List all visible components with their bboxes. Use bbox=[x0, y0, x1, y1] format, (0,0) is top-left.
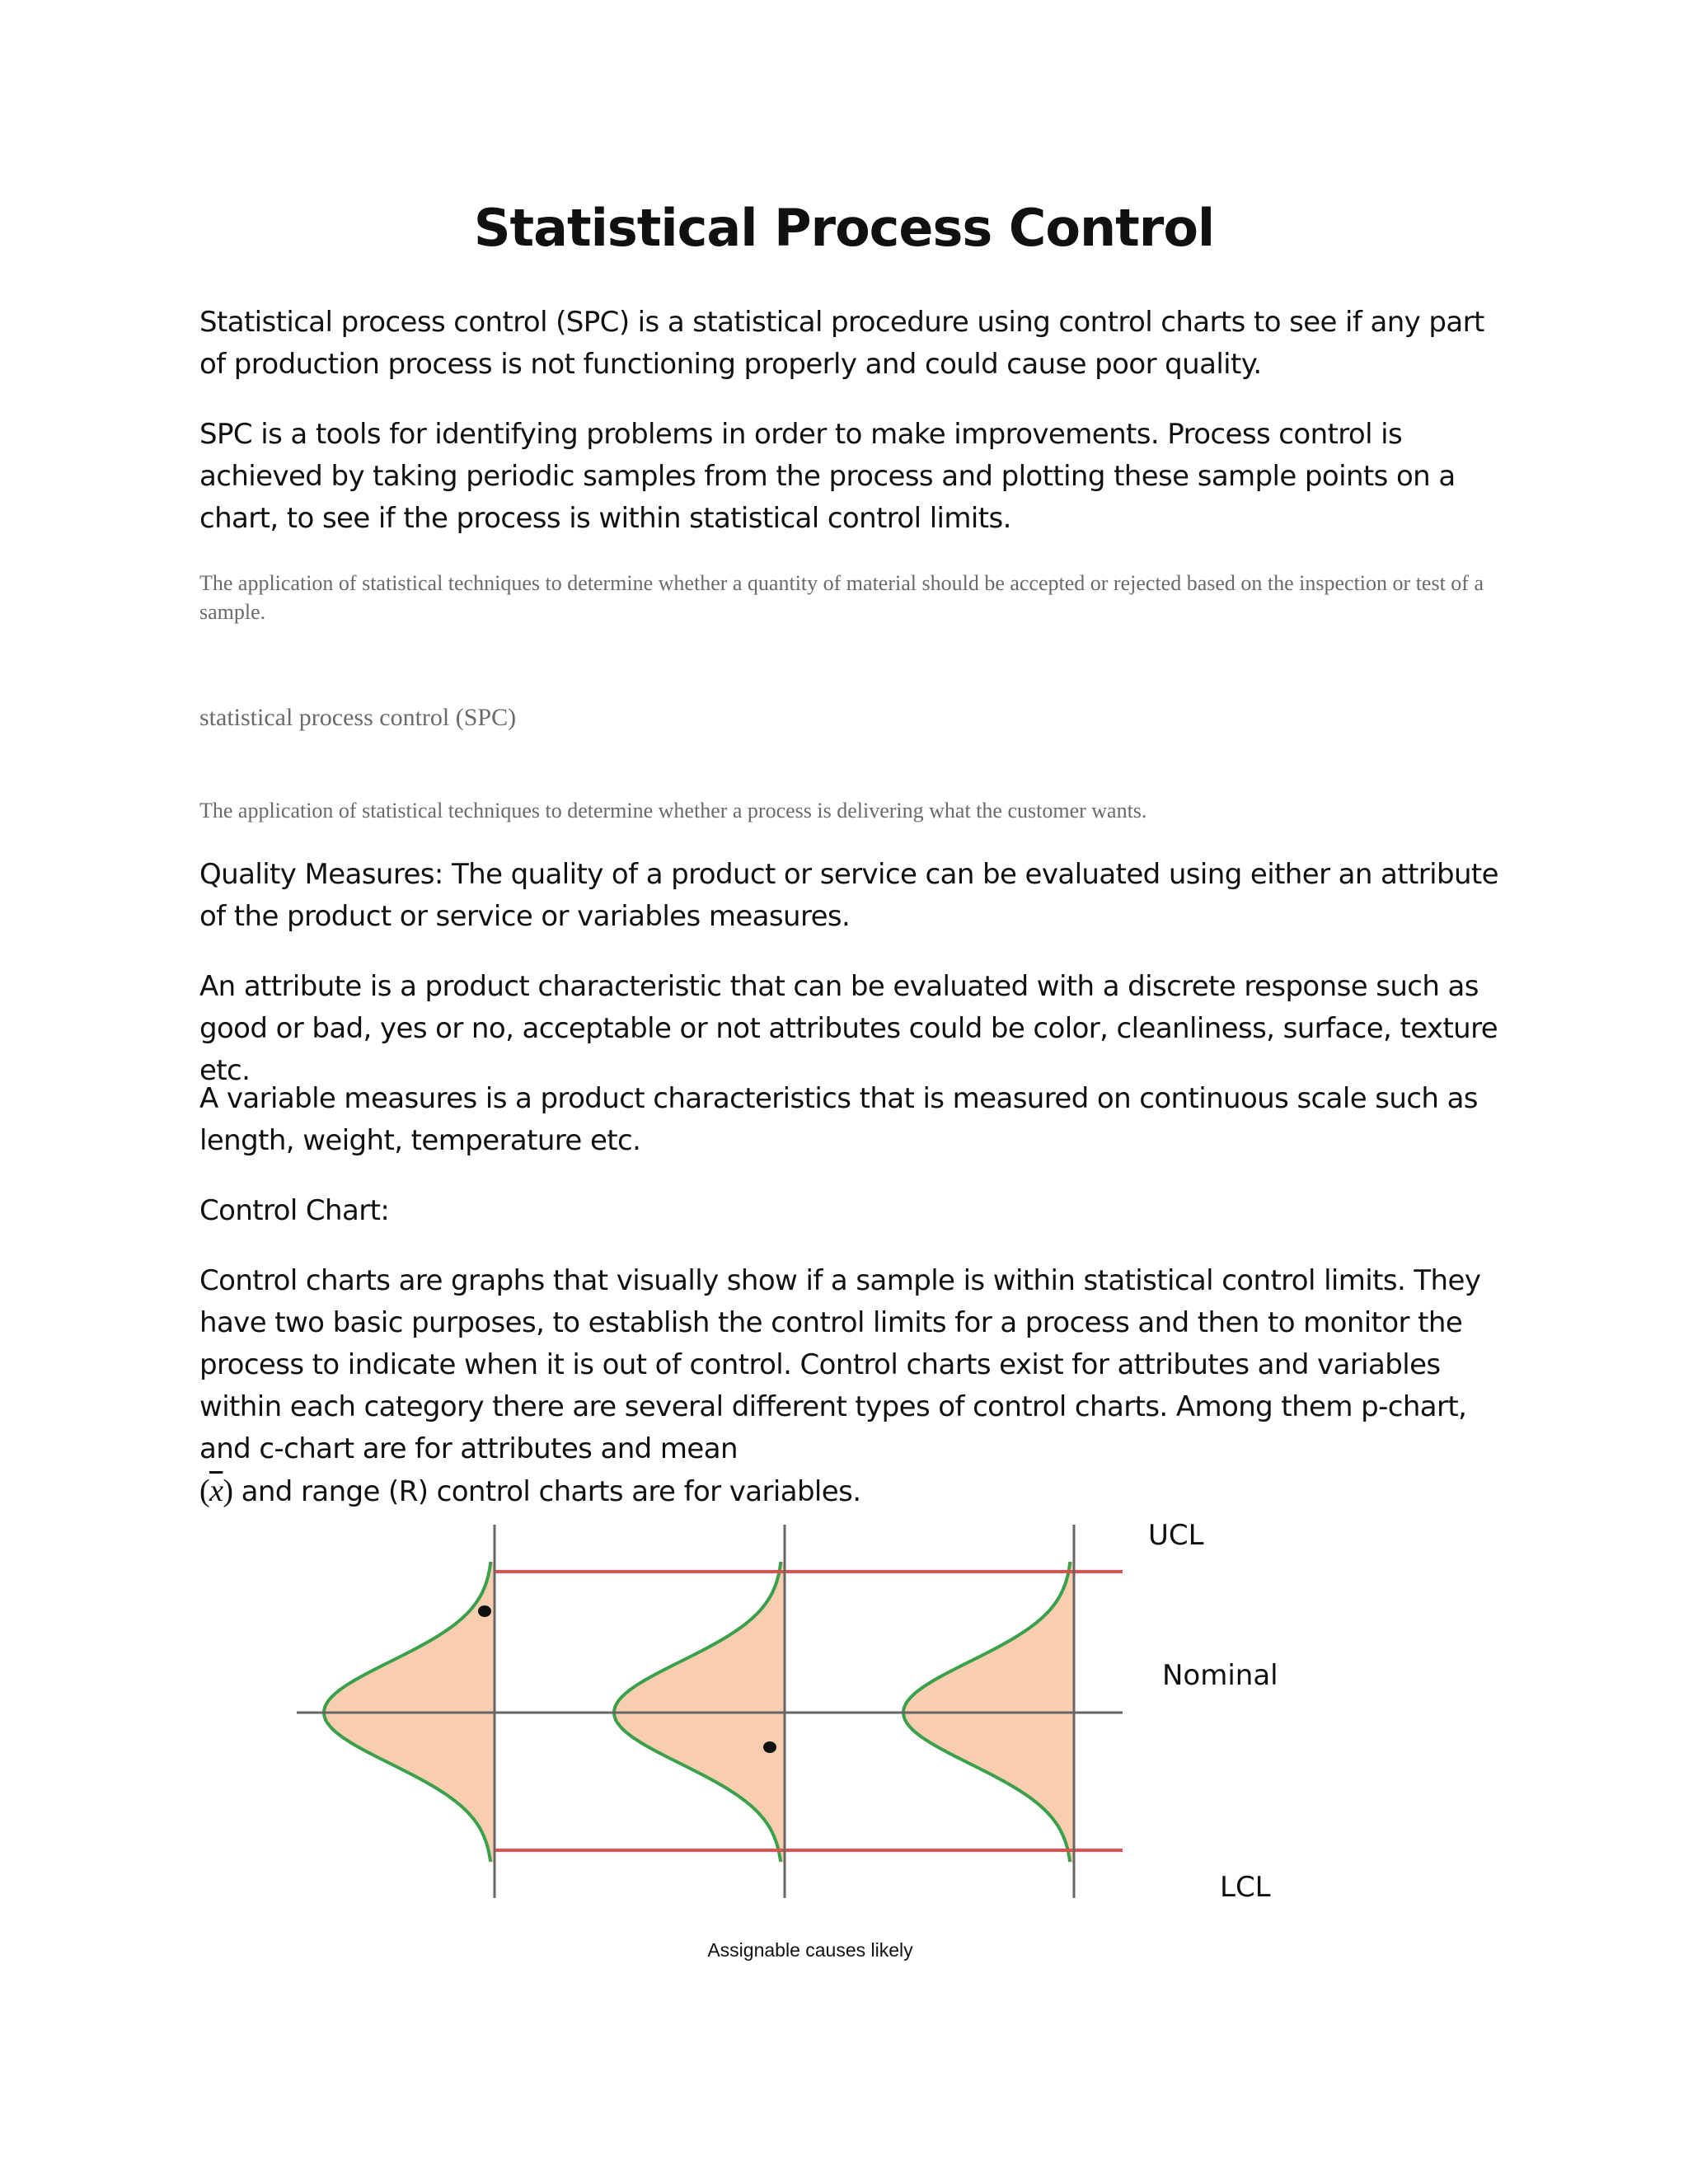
control-charts-text: Control charts are graphs that visually show if a sample is within statistical control limits. They have two basic purposes, to establish the control limits for a process and then to monitor the process to indicate when it is out of control. Control charts exist for attributes and variables within each category there are several different types of control charts. Among them p-chart, and c-chart are for attributes and mean bbox=[199, 1264, 1481, 1465]
attribute-paragraph: An attribute is a product characteristic that can be evaluated with a discrete response such as good or bad, yes or no, acceptable or not attributes could be color, cleanliness, surface, texture etc. bbox=[199, 970, 1498, 1087]
nominal-label: Nominal bbox=[1162, 1659, 1278, 1692]
spc-term: statistical process control (SPC) bbox=[199, 704, 517, 731]
spc-term-definition: The application of statistical techniques to determine whether a process is delivering what the customer wants. bbox=[199, 799, 1147, 823]
control-chart-heading: Control Chart: bbox=[199, 1194, 390, 1227]
page-title: Statistical Process Control bbox=[473, 198, 1215, 258]
figure-caption: Assignable causes likely bbox=[707, 1939, 913, 1961]
control-charts-paragraph: Control charts are graphs that visually show if a sample is within statistical control limits. They have two basic purposes, to establish the control limits for a process and then to monitor the process to indicate when it is out of control. Control charts exist for attributes and variables within each category there are several different types of control charts. Among them p-chart, and c-chart are for attributes and mean $(\overline{x})$ and range (R) control charts are for variables. bbox=[199, 1264, 1481, 1508]
sample-point-1 bbox=[478, 1605, 491, 1617]
quality-measures-paragraph: Quality Measures: The quality of a product or service can be evaluated using either an attribute of the product or service or variables measures. bbox=[199, 858, 1498, 933]
x-bar-symbol: $\overline{x}$ bbox=[209, 1474, 223, 1508]
sample-point-2 bbox=[763, 1741, 776, 1753]
control-charts-text-end: and range (R) control charts are for variables. bbox=[232, 1475, 861, 1508]
spc-definition-paragraph: Statistical process control (SPC) is a statistical procedure using control charts to see if any part of production process is not functioning properly and could cause poor quality. bbox=[199, 306, 1484, 381]
spc-tools-paragraph: SPC is a tools for identifying problems in order to make improvements. Process control is achieved by taking periodic samples from the process and plotting these sample points on a chart, to see if the process is within statistical control limits. bbox=[199, 418, 1456, 535]
acceptance-sampling-definition: The application of statistical techniques to determine whether a quantity of material should be accepted or rejected based on the inspection or test of a sample. bbox=[199, 571, 1484, 624]
variable-paragraph: A variable measures is a product characteristics that is measured on continuous scale such as length, weight, temperature etc. bbox=[199, 1082, 1478, 1157]
lcl-label: LCL bbox=[1220, 1871, 1271, 1904]
ucl-label: UCL bbox=[1148, 1519, 1204, 1552]
